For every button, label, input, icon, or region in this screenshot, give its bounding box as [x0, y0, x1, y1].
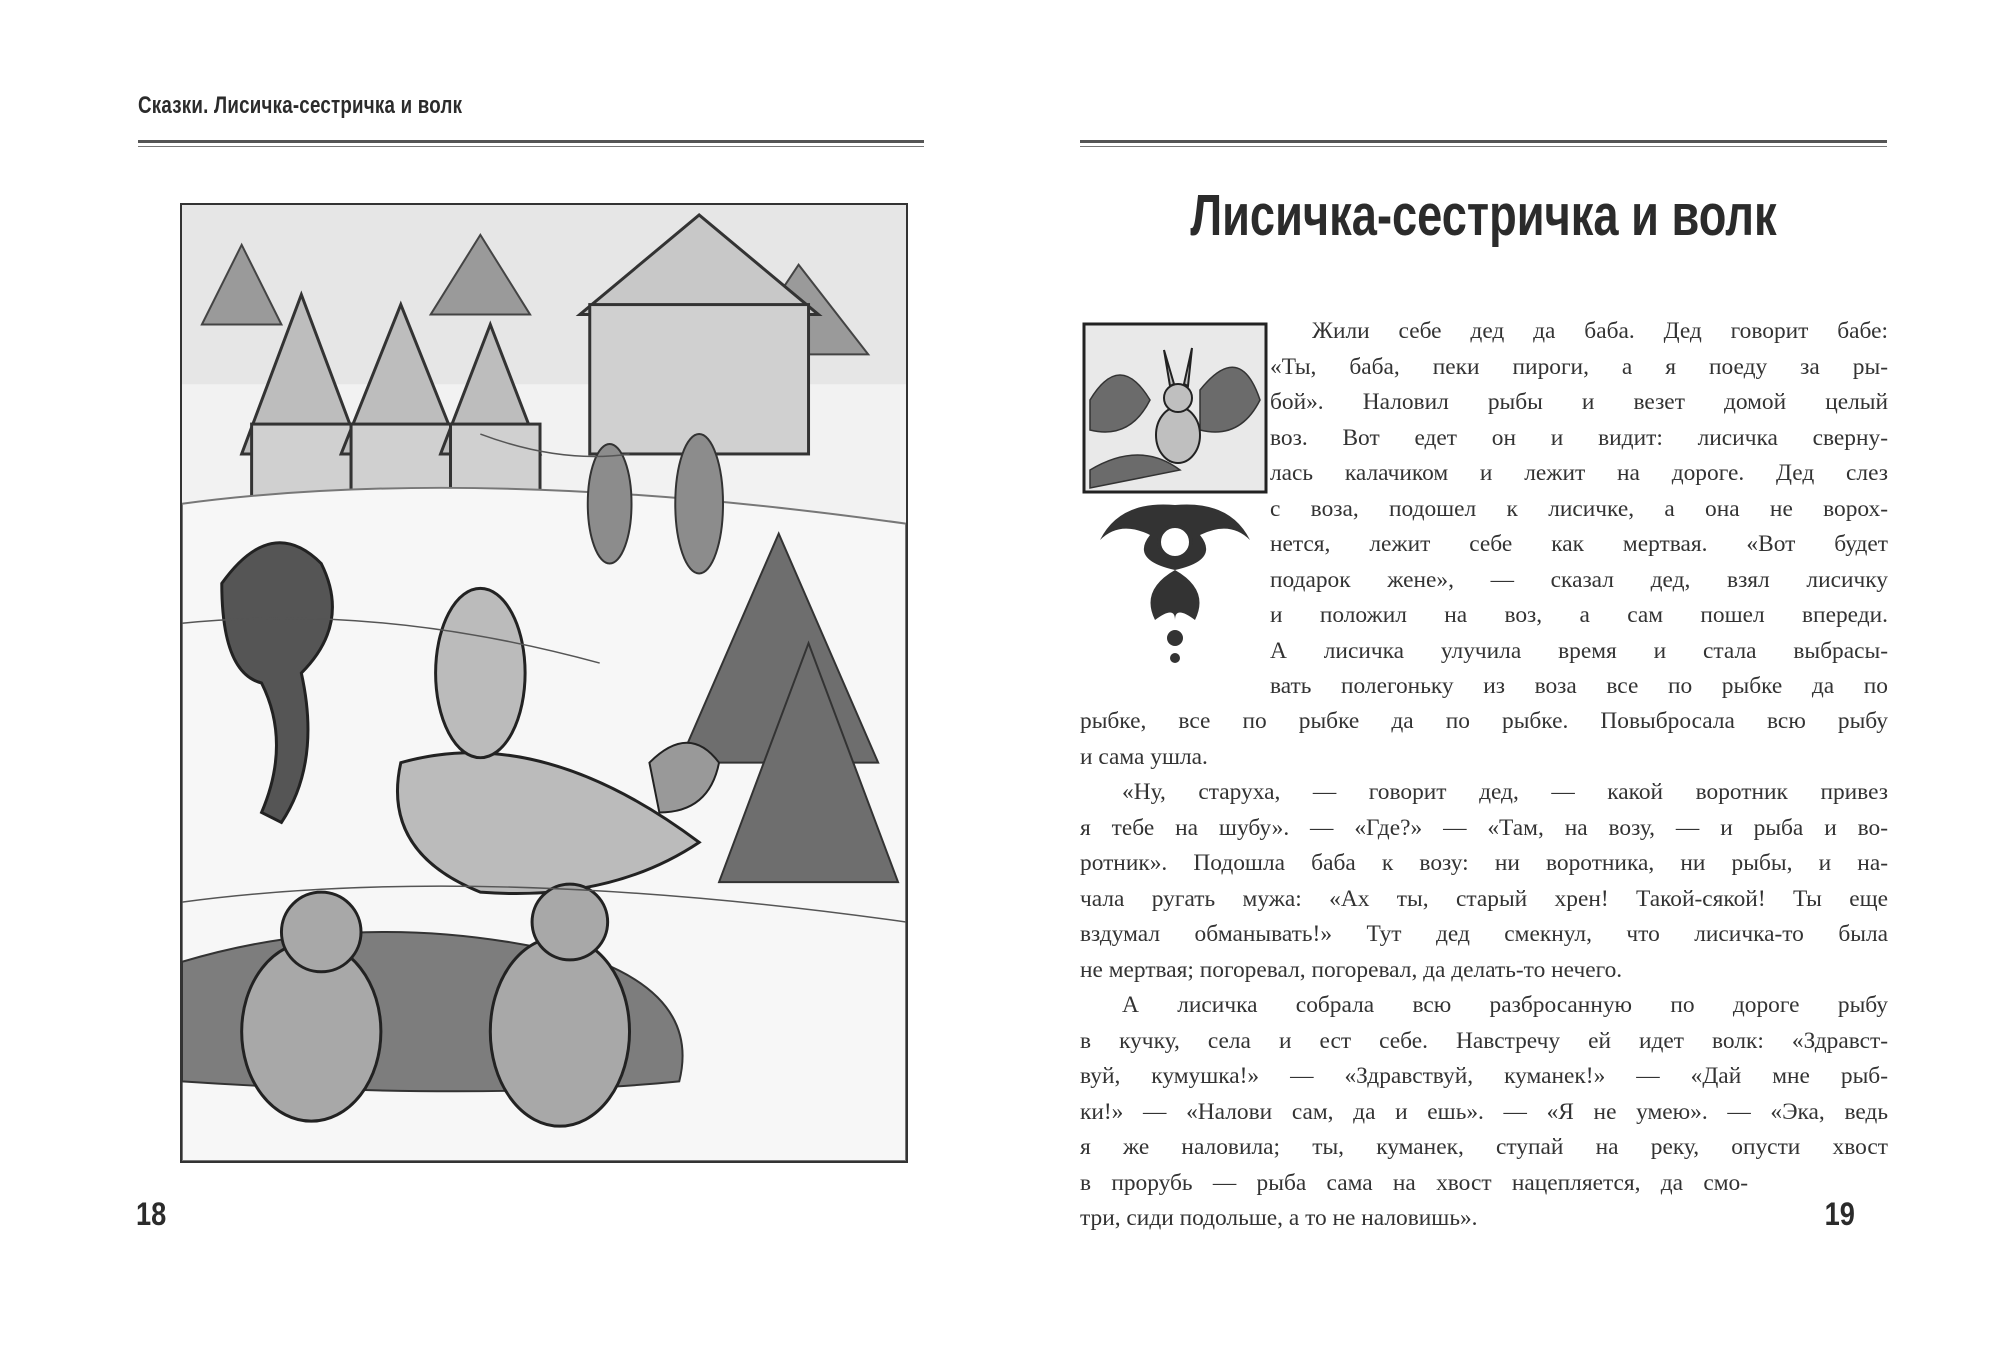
- text-line: в кучку, села и ест себе. Навстречу ей идет волк: «Здравст-: [1080, 1027, 1888, 1054]
- text-line: и сама ушла.: [1080, 743, 1208, 770]
- text-line: «Ты, баба, пеки пироги, а я поеду за ры-: [1270, 353, 1888, 380]
- text-line: воз. Вот едет он и видит: лисичка сверну-: [1270, 424, 1888, 451]
- hare-vignette-ornament: [1080, 320, 1270, 670]
- text-line: А лисичка улучила время и стала выбрасы-: [1270, 637, 1888, 664]
- header-rule: [138, 140, 924, 143]
- text-line: нется, лежит себе как мертвая. «Вот будет: [1270, 531, 1888, 557]
- text-line: вздумал обманывать!» Тут дед смекнул, что лисичка-то была: [1080, 921, 1888, 947]
- text-line: А лисичка собрала всю разбросанную по дороге рыбу: [1122, 992, 1888, 1018]
- text-line: три, сиди подольше, а то не наловишь».: [1080, 1205, 1478, 1231]
- text-line: в прорубь — рыба сама на хвост нацепляется, да смо-: [1080, 1169, 1748, 1196]
- right-page: [1000, 0, 2000, 1368]
- header-rule: [1080, 140, 1887, 143]
- illustration-drawing: [182, 205, 906, 1161]
- text-line: Жили себе дед да баба. Дед говорит бабе:: [1312, 318, 1888, 344]
- text-line: чала ругать мужа: «Ах ты, старый хрен! Такой-сякой! Ты еще: [1080, 885, 1888, 912]
- text-line: с воза, подошел к лисичке, а она не ворох-: [1270, 495, 1888, 522]
- text-line: ротник». Подошла баба к возу: ни воротника, ни рыбы, и на-: [1080, 850, 1888, 876]
- text-line: вуй, кумушка!» — «Здравствуй, куманек!» — «Дай мне рыб-: [1080, 1063, 1888, 1089]
- story-illustration: [180, 203, 908, 1163]
- text-line: бой». Наловил рыбы и везет домой целый: [1270, 389, 1888, 415]
- text-line: «Ну, старуха, — говорит дед, — какой воротник привез: [1122, 779, 1888, 805]
- text-line: я же наловила; ты, куманек, ступай на реку, опусти хвост: [1080, 1134, 1888, 1160]
- text-line: я тебе на шубу». — «Где?» — «Там, на возу, — и рыба и во-: [1080, 814, 1888, 841]
- text-line: и положил на воз, а сам пошел впереди.: [1270, 602, 1888, 628]
- text-line: лась калачиком и лежит на дороге. Дед слез: [1270, 460, 1888, 486]
- page-number: 19: [1824, 1196, 1855, 1232]
- text-line: подарок жене», — сказал дед, взял лисичку: [1270, 566, 1888, 593]
- text-line: рыбке, все по рыбке да по рыбке. Повыбросала всю рыбу: [1080, 708, 1888, 734]
- story-title: Лисичка-сестричка и волк: [1190, 183, 1777, 248]
- page-number: 18: [136, 1196, 167, 1232]
- running-head: Сказки. Лисичка-сестричка и волк: [138, 92, 463, 119]
- text-line: не мертвая; погоревал, погоревал, да делать-то нечего.: [1080, 956, 1623, 983]
- story-text-beside-ornament: [1270, 314, 1888, 705]
- text-line: вать полегоньку из воза все по рыбке да по: [1270, 673, 1888, 699]
- ornament-drawing: [1080, 320, 1270, 670]
- story-text-full-width: [1080, 704, 1888, 1237]
- text-line: ки!» — «Налови сам, да и ешь». — «Я не умею». — «Эка, ведь: [1080, 1098, 1888, 1125]
